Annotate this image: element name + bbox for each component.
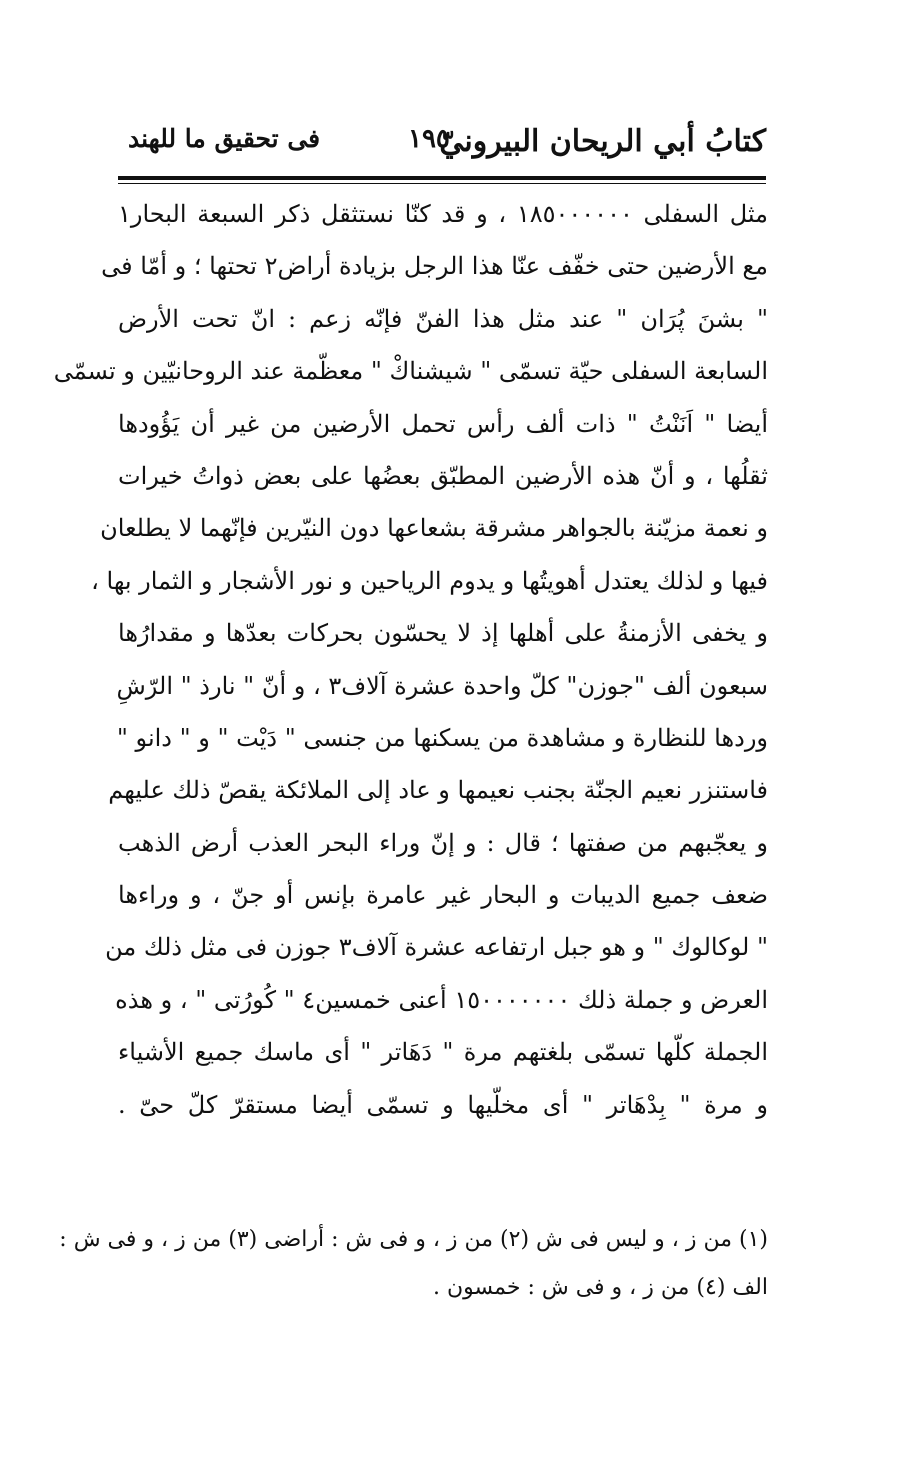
- text-line: مثل السفلى ١٨٥٠٠٠٠٠٠ ، و قد كنّا نستثقل ذكر السبعة البحار١: [118, 200, 768, 228]
- header-rule-thick: [118, 176, 766, 180]
- text-line: فاستنزر نعيم الجنّة بجنب نعيمها و عاد إلى الملائكة يقصّ ذلك عليهم: [108, 776, 768, 805]
- text-line: " بشنَ پُرَان " عند مثل هذا الفنّ فإنّه زعم : انّ تحت الأرض: [118, 304, 768, 333]
- footnotes: [59, 1216, 768, 1312]
- text-line: العرض و جملة ذلك ١٥٠٠٠٠٠٠٠ أعنى خمسين٤ " كُورُتى " ، و هذه: [115, 985, 768, 1014]
- body-text: [53, 188, 768, 1131]
- text-line: و مرة " بِدْهَاتر " أى مخلّيها و تسمّى أيضا مستقرّ كلّ حىّ .: [118, 1090, 768, 1119]
- text-line: مع الأرضين حتى خفّف عنّا هذا الرجل بزيادة أراض٢ تحتها ؛ و أمّا فى: [101, 252, 768, 281]
- footnote-line: (١) من ز ، و ليس فى ش (٢) من ز ، و فى ش : أراضى (٣) من ز ، و فى ش :: [59, 1227, 768, 1252]
- text-line: أيضا " اَنَنْتُ " ذات ألف رأس تحمل الأرضين من غير أن يَؤُودها: [118, 409, 768, 438]
- header-rule-thin: [118, 183, 766, 184]
- text-line: و نعمة مزيّنة بالجواهر مشرقة بشعاعها دون النيّرين فإنّهما لا يطلعان: [100, 514, 768, 543]
- page-number: ١٩٥: [408, 124, 450, 154]
- running-title: كتابُ أبي الريحان البيرونيّ: [439, 124, 766, 159]
- text-line: ضعف جميع الديبات و البحار غير عامرة بإنس أو جنّ ، و وراءها: [118, 881, 768, 910]
- text-line: الجملة كلّها تسمّى بلغتهم مرة " دَهَاتر " أى ماسك جميع الأشياء: [118, 1038, 768, 1067]
- text-line: و يعجّبهم من صفتها ؛ قال : و إنّ وراء البحر العذب أرض الذهب: [118, 828, 768, 857]
- text-line: و يخفى الأزمنةُ على أهلها إذ لا يحسّون بحركات بعدّها و مقدارُها: [118, 619, 768, 648]
- text-line: السابعة السفلى حيّة تسمّى " شيشناكْ " معظّمة عند الروحانيّين و تسمّى: [53, 357, 768, 386]
- page-header: [118, 118, 766, 168]
- text-line: سبعون ألف "جوزن" كلّ واحدة عشرة آلاف٣ ، و أنّ " نارذ " الرّشِ: [116, 671, 768, 700]
- running-subtitle: فى تحقيق ما للهند: [128, 124, 321, 153]
- text-line: ثقلُها ، و أنّ هذه الأرضين المطبّق بعضُها على بعض ذواتُ خيرات: [118, 461, 768, 490]
- footnote-line: الف (٤) من ز ، و فى ش : خمسون .: [433, 1275, 768, 1300]
- text-line: فيها و لذلك يعتدل أهويتُها و يدوم الرياحين و نور الأشجار و الثمار بها ،: [91, 566, 768, 595]
- text-line: " لوكالوك " و هو جبل ارتفاعه عشرة آلاف٣ جوزن فى مثل ذلك من: [105, 933, 768, 962]
- text-line: وردها للنظارة و مشاهدة من يسكنها من جنسى " دَيْت " و " دانو ": [116, 723, 768, 752]
